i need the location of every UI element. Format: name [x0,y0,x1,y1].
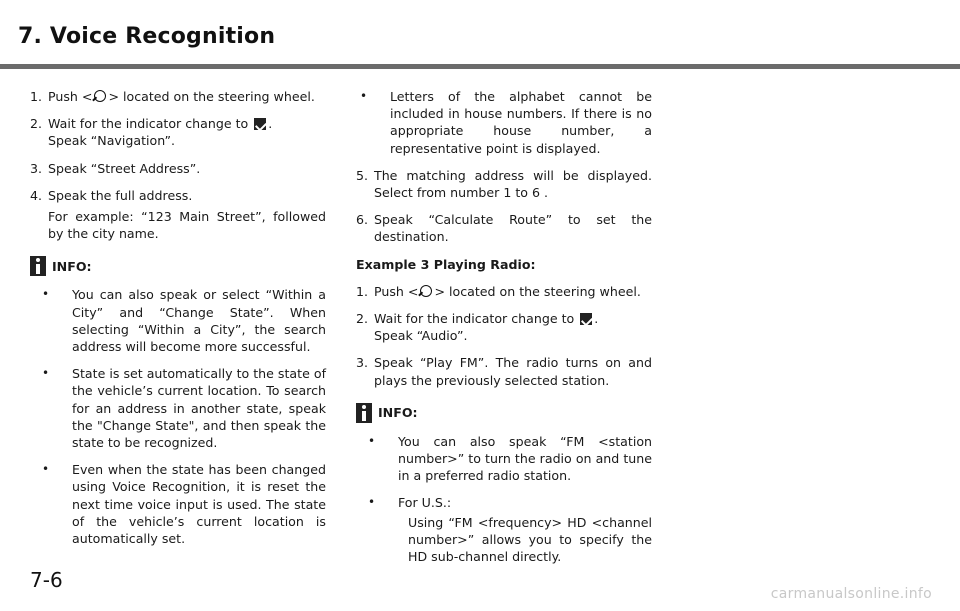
radio-step-1: 1. Push < > located on the steering wheel. [356,283,641,299]
info-icon [30,256,46,276]
radio-step-3: 3. Speak “Play FM”. The radio turns on and plays the previously selected station. [356,355,652,388]
voice-indicator-icon [254,118,266,130]
us-text: Using “FM <frequency> HD <channel number>” allows you to specify the HD sub-channel directly. [408,514,652,565]
info-bullet: • You can also speak “FM <station number>” to turn the radio on and tune in a preferred radio station. [368,433,652,485]
step-2: 2. Wait for the indicator change to . Speak “Navigation”. [30,116,273,149]
info-heading: INFO: [30,256,326,276]
info-bullet: • For U.S.: [368,494,652,511]
watermark: carmanualsonline.info [770,586,932,602]
left-column [30,88,326,557]
info-bullet: • You can also speak or select “Within a City” and “Change State”. When selecting “Within a City”, the search address will become more successful. [42,286,326,355]
info-heading: INFO: [356,403,652,423]
info-bullet: • Even when the state has been changed using Voice Recognition, it is reset the next time voice input is used. The state of the vehicle’s current location is automatically set. [42,461,326,547]
steering-talk-icon [420,285,432,297]
info-bullet: • Letters of the alphabet cannot be included in house numbers. If there is no appropriate house number, a representative point is displayed. [360,88,652,157]
info-bullet: • State is set automatically to the state of the vehicle’s current location. To search for an address in another state, speak the "Change State", and then speak the state to be recognized. [42,365,326,451]
step-5: 5. The matching address will be displayed. Select from number 1 to 6 . [356,167,652,201]
steering-talk-icon [94,90,106,102]
example-text: For example: “123 Main Street”, followed by the city name. [48,209,326,242]
step-4: 4. Speak the full address. [30,187,193,203]
right-column [356,88,652,565]
page-title: 7. Voice Recognition [18,24,276,49]
header-rule [0,64,960,69]
voice-indicator-icon [580,313,592,325]
step-3: 3. Speak “Street Address”. [30,160,201,176]
info-icon [356,403,372,423]
step-1: 1. Push < > located on the steering wheel. [30,89,315,104]
page-number: 7-6 [30,568,63,592]
example-3-heading: Example 3 Playing Radio: [356,256,536,272]
step-6: 6. Speak “Calculate Route” to set the destination. [356,212,652,245]
radio-step-2: 2. Wait for the indicator change to . Speak “Audio”. [356,311,599,344]
